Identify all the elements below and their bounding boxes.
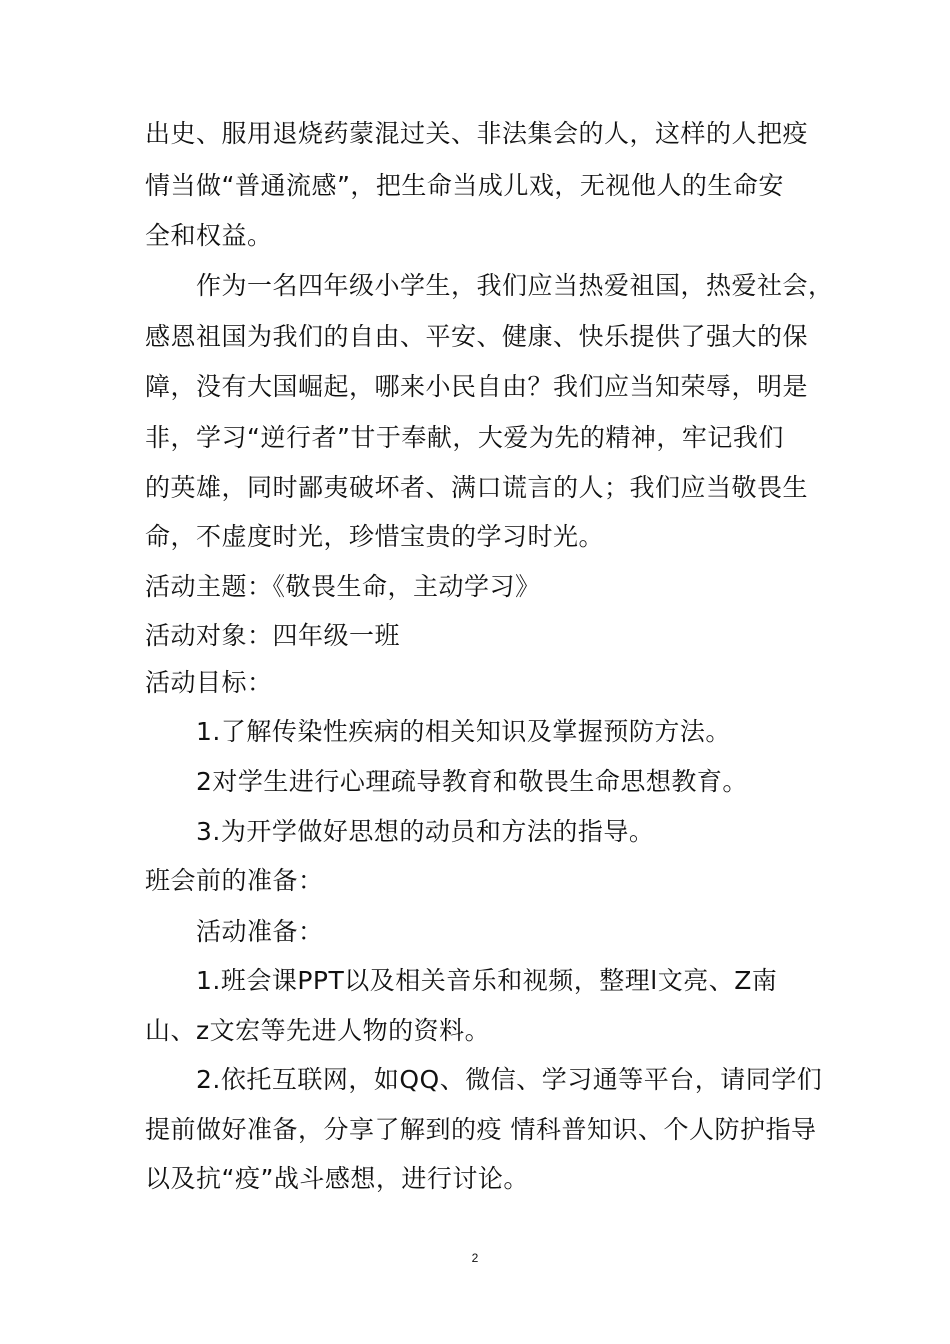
paragraph-line: 命，不虚度时光，珍惜宝贵的学习时光。 [145,522,605,551]
paragraph-line: 情当做“普通流感”，把生命当成儿戏，无视他人的生命安 [145,171,784,200]
activity-target: 活动对象：四年级一班 [145,621,401,650]
prep-item-line: 山、z文宏等先进人物的资料。 [145,1016,491,1045]
paragraph-line: 感恩祖国为我们的自由、平安、健康、快乐提供了强大的保 [145,322,809,351]
goal-item: 2对学生进行心理疏导教育和敬畏生命思想教育。 [196,767,748,796]
prep-item-line: 1.班会课PPT以及相关音乐和视频，整理l文亮、Z南 [196,966,778,995]
prep-item-line: 以及抗“疫”战斗感想，进行讨论。 [145,1164,529,1193]
prep-item-line: 2.依托互联网，如QQ、微信、学习通等平台，请同学们 [196,1065,823,1094]
goal-item: 3.为开学做好思想的动员和方法的指导。 [196,817,655,846]
paragraph-line: 非，学习“逆行者”甘于奉献，大爱为先的精神，牢记我们 [145,423,784,452]
paragraph-line: 出史、服用退烧药蒙混过关、非法集会的人，这样的人把疫 [145,119,809,148]
paragraph-line: 全和权益。 [145,221,273,250]
paragraph-line: 作为一名四年级小学生，我们应当热爱祖国，热爱社会， [196,271,834,300]
activity-goals-heading: 活动目标： [145,668,273,697]
prep-item-line: 提前做好准备，分享了解到的疫 情科普知识、个人防护指导 [145,1115,817,1144]
page-number: 2 [471,1251,479,1265]
activity-prep-heading: 活动准备： [196,917,324,946]
activity-theme: 活动主题：《敬畏生命，主动学习》 [145,572,541,601]
goal-item: 1.了解传染性疾病的相关知识及掌握预防方法。 [196,717,731,746]
paragraph-line: 的英雄，同时鄙夷破坏者、满口谎言的人；我们应当敬畏生 [145,473,809,502]
paragraph-line: 障，没有大国崛起，哪来小民自由？我们应当知荣辱，明是 [145,372,809,401]
preparation-heading: 班会前的准备： [145,866,324,895]
